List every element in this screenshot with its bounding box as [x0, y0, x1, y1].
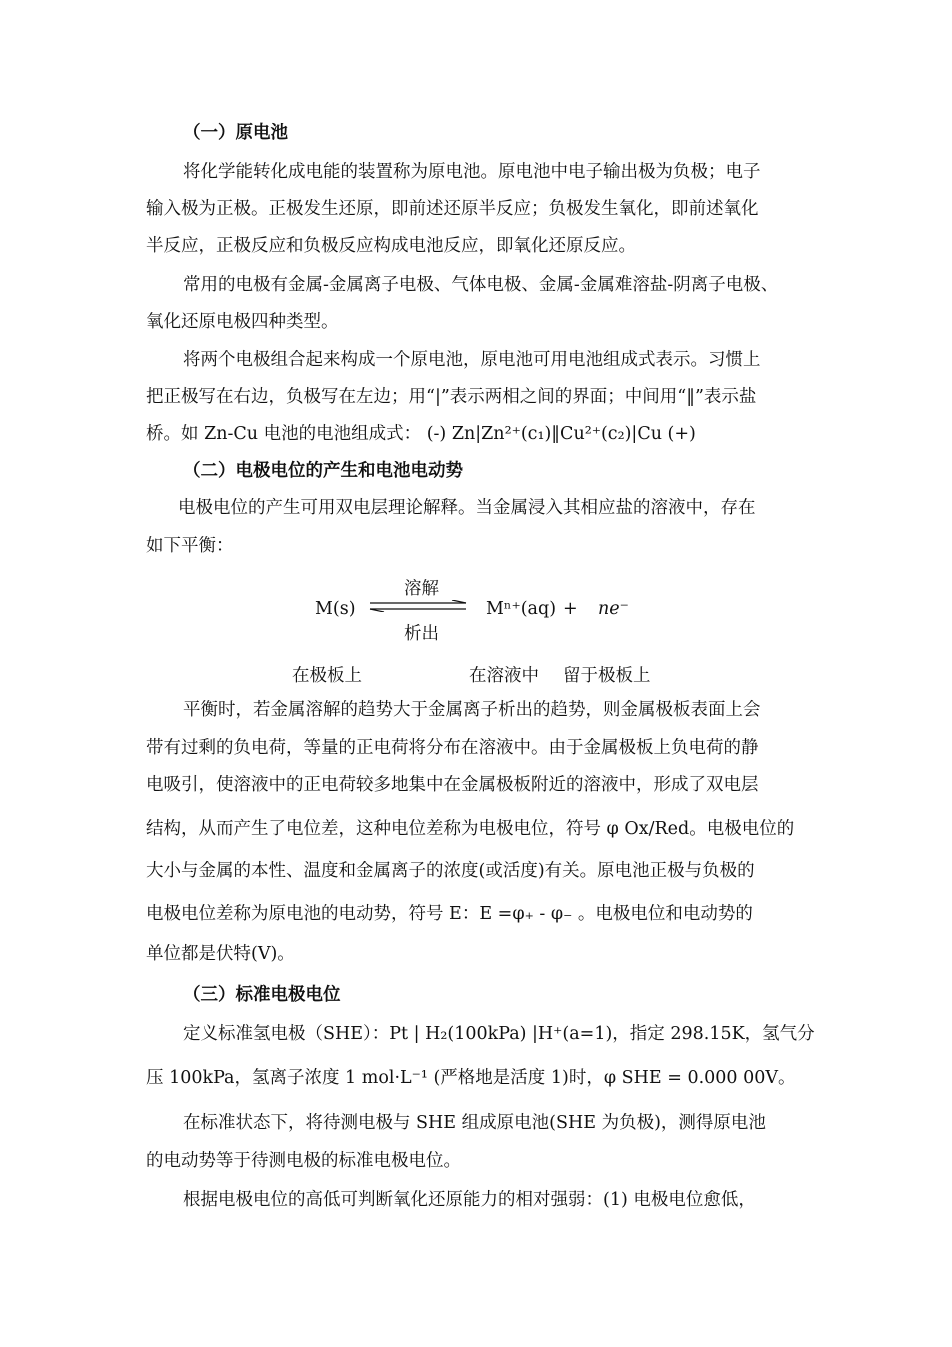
- paragraph-line: 常用的电极有金属-金属离子电极、气体电极、金属-金属难溶盐-阴离子电极、: [183, 275, 779, 295]
- section-heading-1: （一）原电池: [183, 123, 288, 143]
- equation-plus: +: [563, 599, 578, 619]
- paragraph-line: 定义标准氢电极（SHE）：Pt | H₂(100kPa) |H⁺(a=1)，指定 298.15K，氢气分: [183, 1024, 815, 1044]
- paragraph-line: 大小与金属的本性、温度和金属离子的浓度(或活度)有关。原电池正极与负极的: [146, 861, 755, 881]
- paragraph-line: 输入极为正极。正极发生还原，即前述还原半反应；负极发生氧化，即前述氧化: [146, 199, 759, 219]
- equation-right: Mⁿ⁺(aq): [486, 599, 557, 619]
- paragraph-line: 桥。如 Zn-Cu 电池的电池组成式： (-) Zn|Zn²⁺(c₁)‖Cu²⁺(c₂)|Cu (+): [146, 424, 696, 444]
- paragraph-line: 单位都是伏特(V)。: [146, 944, 295, 964]
- paragraph-line: 平衡时，若金属溶解的趋势大于金属离子析出的趋势，则金属极板表面上会: [183, 700, 761, 720]
- paragraph-line: 半反应，正极反应和负极反应构成电池反应，即氧化还原反应。: [146, 236, 636, 256]
- section-heading-3: （三）标准电极电位: [183, 985, 341, 1005]
- paragraph-line: 把正极写在右边，负极写在左边；用“|”表示两相之间的界面；中间用“‖”表示盐: [146, 387, 757, 407]
- paragraph-line: 压 100kPa，氢离子浓度 1 mol·L⁻¹ (严格地是活度 1)时，φ SHE = 0.000 00V。: [146, 1068, 796, 1088]
- equilibrium-arrow-icon: [368, 600, 468, 612]
- equation-deposit-label: 析出: [404, 624, 439, 644]
- paragraph-line: 带有过剩的负电荷，等量的正电荷将分布在溶液中。由于金属极板上负电荷的静: [146, 738, 759, 758]
- label-on-plate: 在极板上: [292, 666, 362, 686]
- paragraph-line: 结构，从而产生了电位差，这种电位差称为电极电位，符号 φ Ox/Red。电极电位的: [146, 819, 795, 839]
- section-heading-2: （二）电极电位的产生和电池电动势: [183, 461, 463, 481]
- paragraph-line: 的电动势等于待测电极的标准电极电位。: [146, 1151, 461, 1171]
- label-in-solution: 在溶液中: [469, 666, 539, 686]
- equation-left: M(s): [315, 599, 356, 619]
- paragraph-line: 将两个电极组合起来构成一个原电池，原电池可用电池组成式表示。习惯上: [183, 350, 761, 370]
- equation-dissolve-label: 溶解: [404, 579, 439, 599]
- label-remain-on-plate: 留于极板上: [563, 666, 651, 686]
- paragraph-line: 电极电位的产生可用双电层理论解释。当金属浸入其相应盐的溶液中，存在: [178, 498, 756, 518]
- equation-electrons: ne⁻: [598, 599, 629, 619]
- paragraph-line: 电极电位差称为原电池的电动势，符号 E：E =φ₊ - φ₋ 。电极电位和电动势的: [146, 904, 753, 924]
- paragraph-line: 根据电极电位的高低可判断氧化还原能力的相对强弱：(1) 电极电位愈低，: [183, 1190, 756, 1210]
- paragraph-line: 在标准状态下，将待测电极与 SHE 组成原电池(SHE 为负极)，测得原电池: [183, 1113, 766, 1133]
- paragraph-line: 电吸引，使溶液中的正电荷较多地集中在金属极板附近的溶液中，形成了双电层: [146, 775, 759, 795]
- paragraph-line: 如下平衡：: [146, 536, 234, 556]
- paragraph-line: 将化学能转化成电能的装置称为原电池。原电池中电子输出极为负极；电子: [183, 162, 761, 182]
- paragraph-line: 氧化还原电极四种类型。: [146, 312, 339, 332]
